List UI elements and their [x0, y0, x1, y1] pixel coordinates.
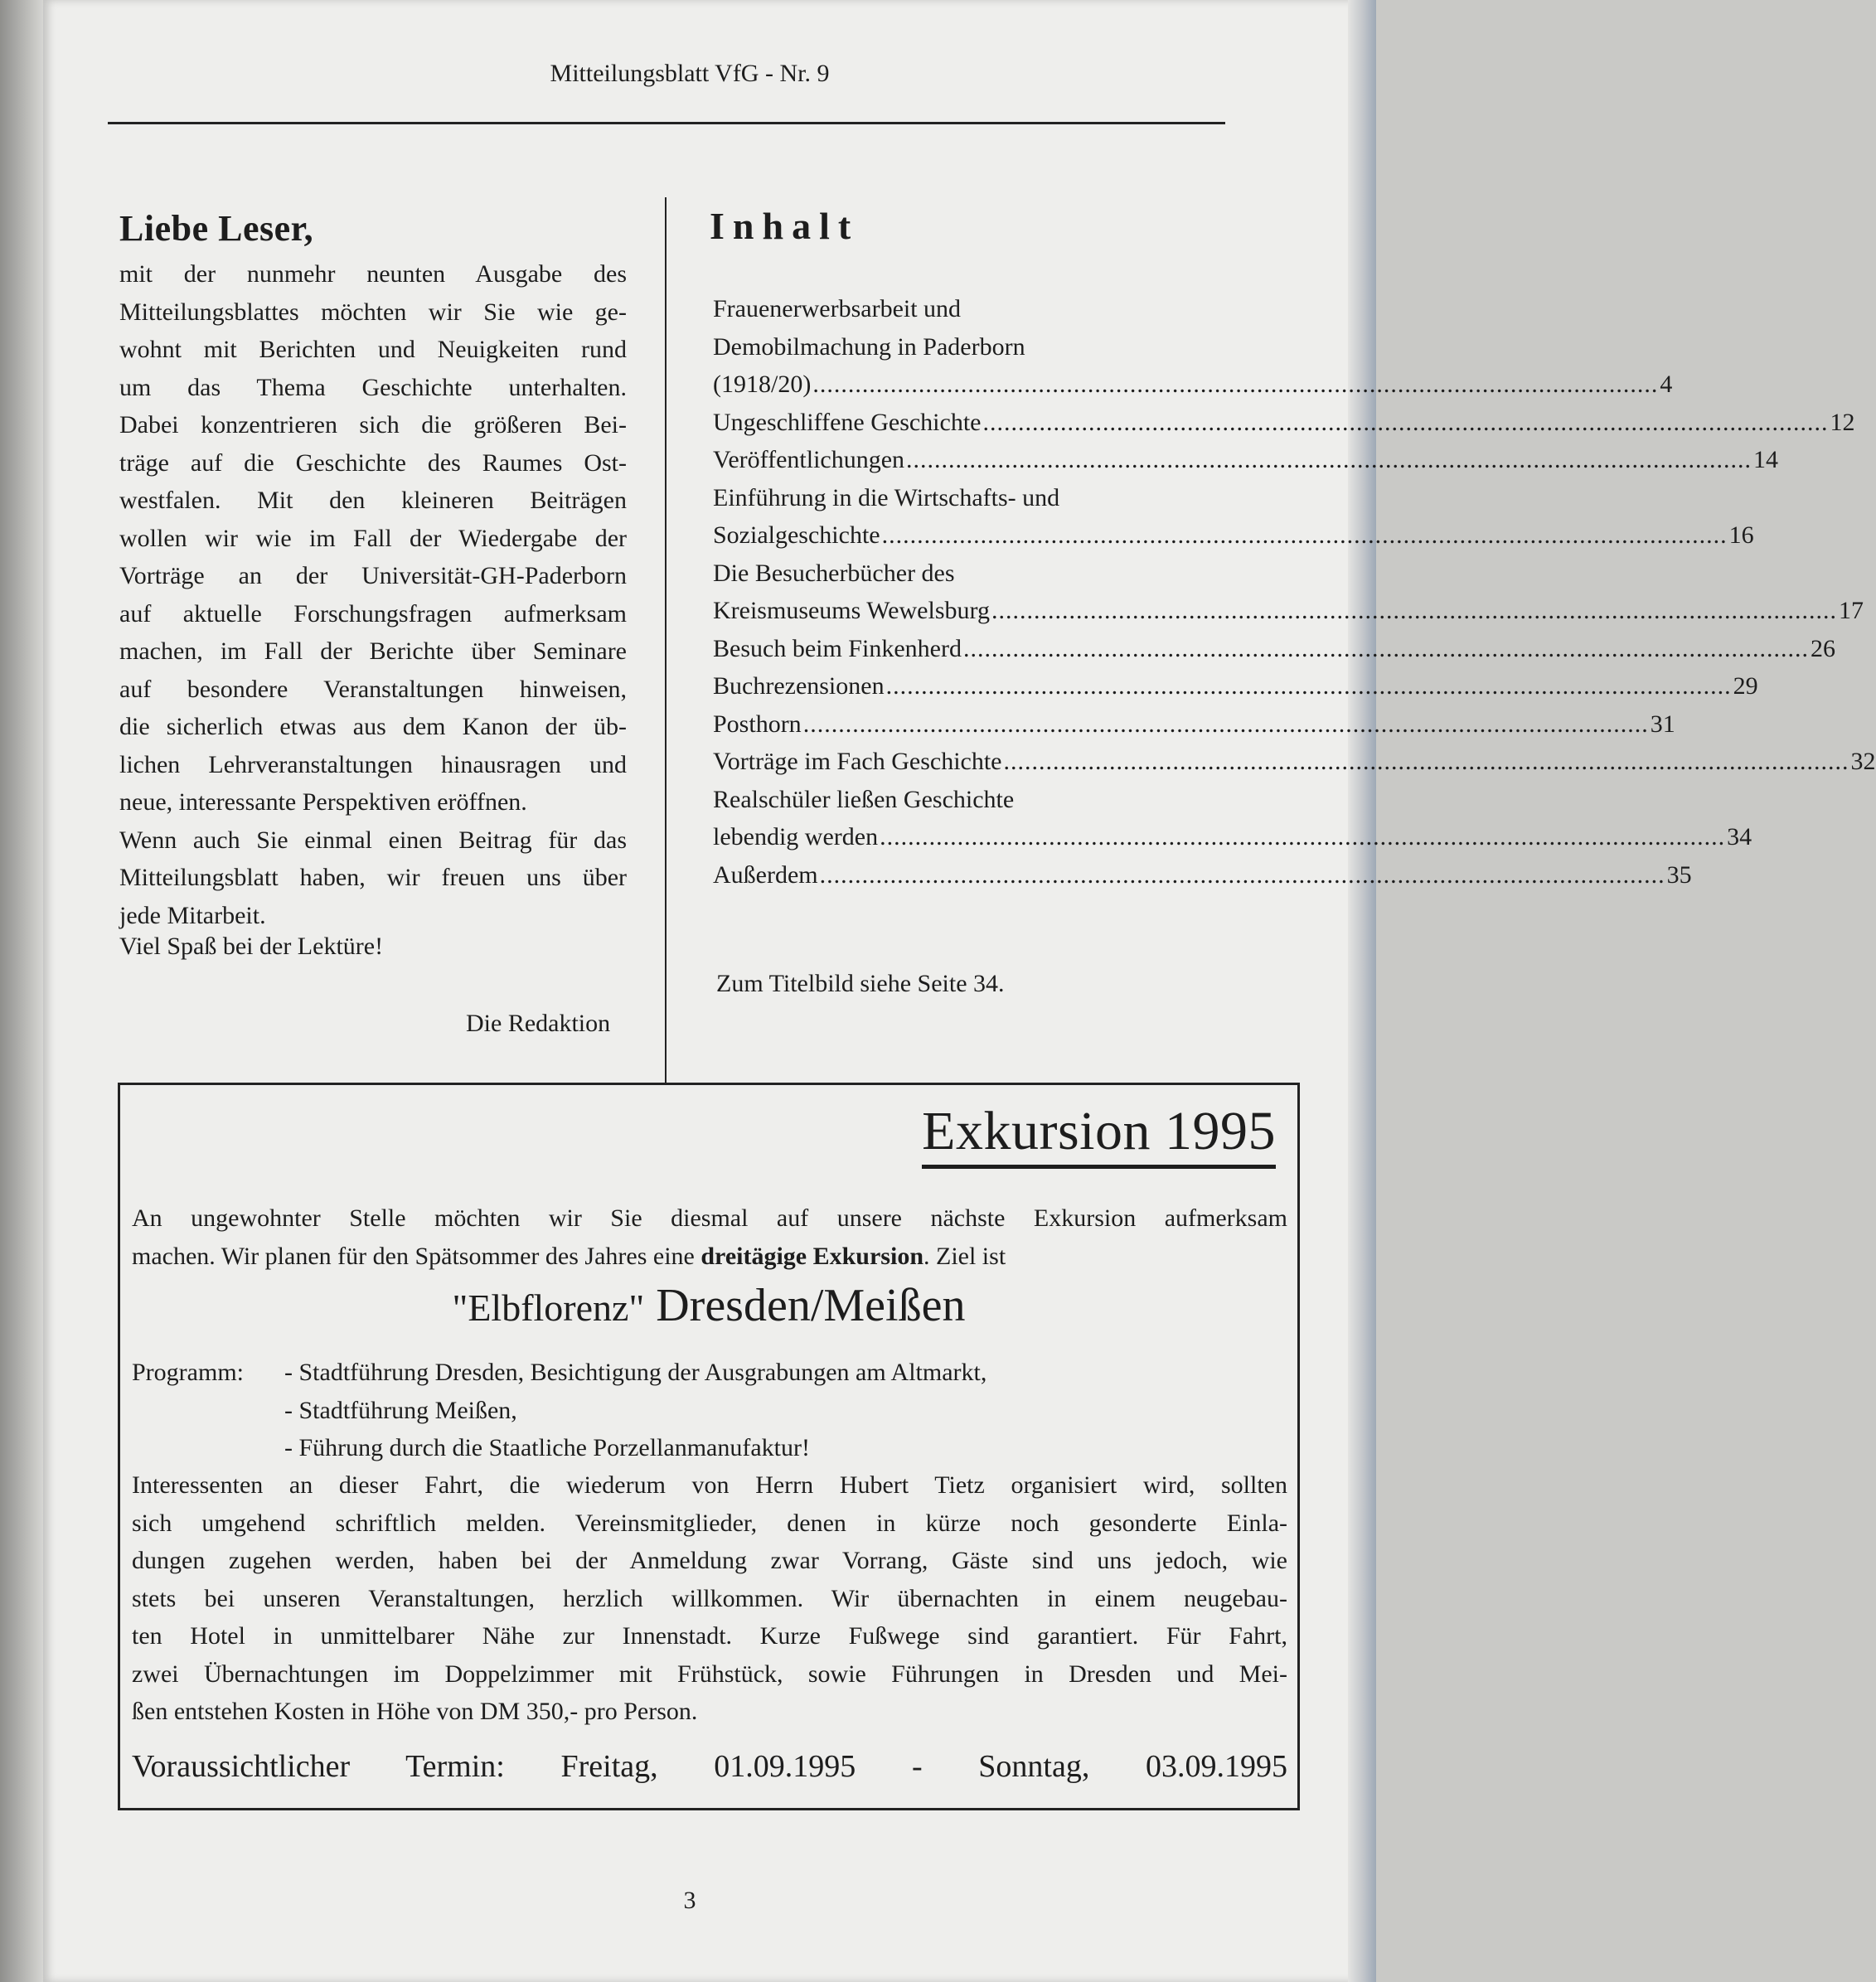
newsletter-header: Mitteilungsblatt VfG - Nr. 9: [550, 60, 830, 87]
toc-entry: [713, 404, 1855, 442]
program-spacer: [132, 1392, 284, 1430]
program-spacer: [132, 1429, 284, 1467]
program-item: - Stadtführung Meißen,: [284, 1396, 517, 1424]
editorial-line: Vorträge an der Universität-GH-Paderborn: [119, 562, 627, 589]
toc-dot-leader: ........................................................................................................................: [880, 823, 1726, 850]
details-line: sich umgehend schriftlich melden. Vereinsmitglieder, denen in kürze noch gesonderte Einla-: [132, 1509, 1287, 1537]
excursion-intro-line: [132, 1238, 1287, 1276]
toc-entry-line: Realschüler ließen Geschichte: [713, 785, 1015, 813]
editorial-line: machen, im Fall der Berichte über Seminare: [119, 637, 627, 665]
toc-page-number: 32: [1850, 748, 1876, 775]
page-edge: [1348, 0, 1376, 1982]
editorial-line: auf besondere Veranstaltungen hinweisen,: [119, 675, 627, 703]
toc-dot-leader: ........................................................................................................................: [991, 597, 1837, 624]
toc-entry-label: Ungeschliffene Geschichte: [713, 408, 982, 436]
toc-entry-label: Posthorn: [713, 710, 802, 738]
details-line: zwei Übernachtungen im Doppelzimmer mit Frühstück, sowie Führungen in Dresden und Mei-: [132, 1660, 1287, 1688]
toc-entry-label: Buchrezensionen: [713, 672, 885, 700]
excursion-announcement: [118, 1083, 1300, 1810]
toc-entry-leader-line: [713, 366, 1673, 404]
toc-entry: [713, 743, 1876, 781]
toc-page-number: 35: [1666, 860, 1692, 889]
editorial-line: mit der nunmehr neunten Ausgabe des: [119, 260, 627, 288]
editorial-signature: Die Redaktion: [466, 1010, 611, 1037]
toc-entry-label: Besuch beim Finkenherd: [713, 634, 962, 662]
toc-page-number: 26: [1810, 634, 1835, 662]
toc-entry: [713, 290, 1673, 404]
toc-entry-leader-line: [713, 856, 1692, 894]
toc-entry-label: Vorträge im Fach Geschichte: [713, 748, 1002, 775]
toc-entry: [713, 781, 1752, 856]
editorial-sign-off: Viel Spaß bei der Lektüre!: [119, 933, 384, 960]
toc-entry-line: Die Besucherbücher des: [713, 559, 955, 587]
program-row: [132, 1354, 1287, 1392]
excursion-date: Voraussichtlicher Termin: Freitag, 01.09.1995 - Sonntag, 03.09.1995: [132, 1749, 1287, 1784]
excursion-intro: [132, 1199, 1287, 1275]
editorial-line: um das Thema Geschichte unterhalten.: [119, 373, 627, 401]
toc-page-number: 12: [1830, 408, 1855, 436]
toc-entry-label: Sozialgeschichte: [713, 521, 880, 549]
editorial-line: auf aktuelle Forschungsfragen aufmerksam: [119, 599, 627, 628]
toc-page-number: 17: [1838, 597, 1864, 624]
toc-dot-leader: ........................................................................................................................: [802, 710, 1649, 738]
header-rule: [108, 122, 1225, 124]
toc-entry-leader-line: [713, 516, 1754, 555]
destination-name: Dresden/Meißen: [656, 1280, 966, 1331]
excursion-program: [132, 1354, 1287, 1467]
toc-entry: [713, 856, 1692, 894]
cover-note: Zum Titelbild siehe Seite 34.: [716, 970, 1005, 997]
table-of-contents: [713, 290, 1876, 894]
editorial-line: wollen wir wie im Fall der Wiedergabe der: [119, 524, 627, 552]
editorial-line: Dabei konzentrieren sich die größeren Bei-: [119, 411, 627, 439]
toc-entry-line: Frauenerwerbsarbeit und: [713, 295, 962, 322]
document-page: [43, 0, 1876, 1982]
toc-dot-leader: ........................................................................................................................: [881, 521, 1728, 549]
toc-entry-leader-line: [713, 441, 1779, 479]
excursion-destination: [120, 1272, 1297, 1341]
toc-entry-leader-line: [713, 705, 1675, 744]
program-item: - Führung durch die Staatliche Porzellanmanufaktur!: [284, 1434, 810, 1461]
toc-dot-leader: ........................................................................................................................: [962, 634, 1809, 662]
editorial-line: lichen Lehrveranstaltungen hinausragen und: [119, 750, 627, 778]
toc-page-number: 34: [1727, 823, 1752, 850]
toc-entry-label: Außerdem: [713, 860, 818, 889]
details-line: stets bei unseren Veranstaltungen, herzlich willkommen. Wir übernachten in einem neugebau-: [132, 1584, 1287, 1612]
book-binding: [0, 0, 43, 1982]
toc-entry-leader-line: [713, 592, 1864, 630]
editorial-text: [119, 255, 627, 934]
toc-page-number: 31: [1650, 710, 1675, 738]
toc-dot-leader: ........................................................................................................................: [885, 672, 1732, 700]
details-line: Interessenten an dieser Fahrt, die wiederum von Herrn Hubert Tietz organisiert wird, sollten: [132, 1471, 1287, 1499]
toc-entry-leader-line: [713, 630, 1835, 668]
toc-entry-line: Demobilmachung in Paderborn: [713, 332, 1025, 361]
editorial-greeting: Liebe Leser,: [119, 208, 314, 249]
details-line: dungen zugehen werden, haben bei der Anmeldung zwar Vorrang, Gäste sind uns jedoch, wie: [132, 1547, 1287, 1574]
editorial-line: westfalen. Mit den kleineren Beiträgen: [119, 487, 627, 514]
toc-dot-leader: ........................................................................................................................: [1003, 748, 1849, 775]
toc-entry-label: (1918/20): [713, 371, 812, 398]
toc-entry: [713, 705, 1675, 744]
toc-dot-leader: ........................................................................................................................: [812, 371, 1659, 398]
program-label: Programm:: [132, 1359, 244, 1386]
intro-highlight: dreitägige Exkursion: [700, 1242, 923, 1270]
toc-entry: [713, 555, 1864, 630]
toc-dot-leader: ........................................................................................................................: [982, 408, 1829, 436]
editorial-line: jede Mitarbeit.: [119, 901, 266, 929]
toc-entry-label: lebendig werden: [713, 823, 879, 850]
program-item: - Stadtführung Dresden, Besichtigung der Ausgrabungen am Altmarkt,: [284, 1359, 987, 1386]
excursion-details: [132, 1466, 1287, 1731]
toc-entry: [713, 441, 1779, 479]
editorial-line: Mitteilungsblattes möchten wir Sie wie ge-: [119, 298, 627, 326]
toc-dot-leader: ........................................................................................................................: [819, 860, 1665, 889]
contents-title: Inhalt: [710, 205, 860, 247]
editorial-line: Wenn auch Sie einmal einen Beitrag für das: [119, 826, 627, 854]
toc-entry-leader-line: [713, 667, 1758, 705]
toc-entry-line: Einführung in die Wirtschafts- und: [713, 483, 1060, 511]
details-line: ten Hotel in unmittelbarer Nähe zur Innenstadt. Kurze Fußwege sind garantiert. Für Fahrt,: [132, 1622, 1287, 1650]
toc-page-number: 14: [1753, 446, 1779, 473]
excursion-intro-line: An ungewohnter Stelle möchten wir Sie diesmal auf unsere nächste Exkursion aufmerksam: [132, 1204, 1287, 1232]
excursion-title: Exkursion 1995: [922, 1100, 1276, 1169]
program-row: [132, 1429, 1287, 1467]
toc-page-number: 4: [1660, 371, 1673, 398]
toc-entry: [713, 479, 1754, 555]
page-number: 3: [683, 1887, 696, 1914]
toc-dot-leader: ........................................................................................................................: [906, 446, 1752, 473]
editorial-line: die sicherlich etwas aus dem Kanon der üb-: [119, 713, 627, 740]
details-line: ßen entstehen Kosten in Höhe von DM 350,- pro Person.: [132, 1698, 698, 1725]
toc-entry: [713, 667, 1758, 705]
editorial-line: wohnt mit Berichten und Neuigkeiten rund: [119, 336, 627, 363]
column-divider: [665, 197, 667, 1083]
toc-entry-leader-line: [713, 743, 1876, 781]
toc-page-number: 29: [1733, 672, 1758, 700]
destination-nickname: "Elbflorenz": [452, 1287, 645, 1329]
toc-entry-label: Kreismuseums Wewelsburg: [713, 597, 990, 624]
toc-entry: [713, 630, 1835, 668]
editorial-line: neue, interessante Perspektiven eröffnen.: [119, 788, 527, 816]
toc-entry-leader-line: [713, 818, 1752, 856]
program-row: [132, 1392, 1287, 1430]
toc-page-number: 16: [1728, 521, 1754, 549]
toc-entry-leader-line: [713, 404, 1855, 442]
editorial-line: Mitteilungsblatt haben, wir freuen uns über: [119, 864, 627, 891]
toc-entry-label: Veröffentlichungen: [713, 446, 905, 473]
editorial-line: träge auf die Geschichte des Raumes Ost-: [119, 448, 627, 477]
intro-text: machen. Wir planen für den Spätsommer des Jahres eine: [132, 1242, 701, 1270]
intro-text: . Ziel ist: [923, 1242, 1006, 1270]
